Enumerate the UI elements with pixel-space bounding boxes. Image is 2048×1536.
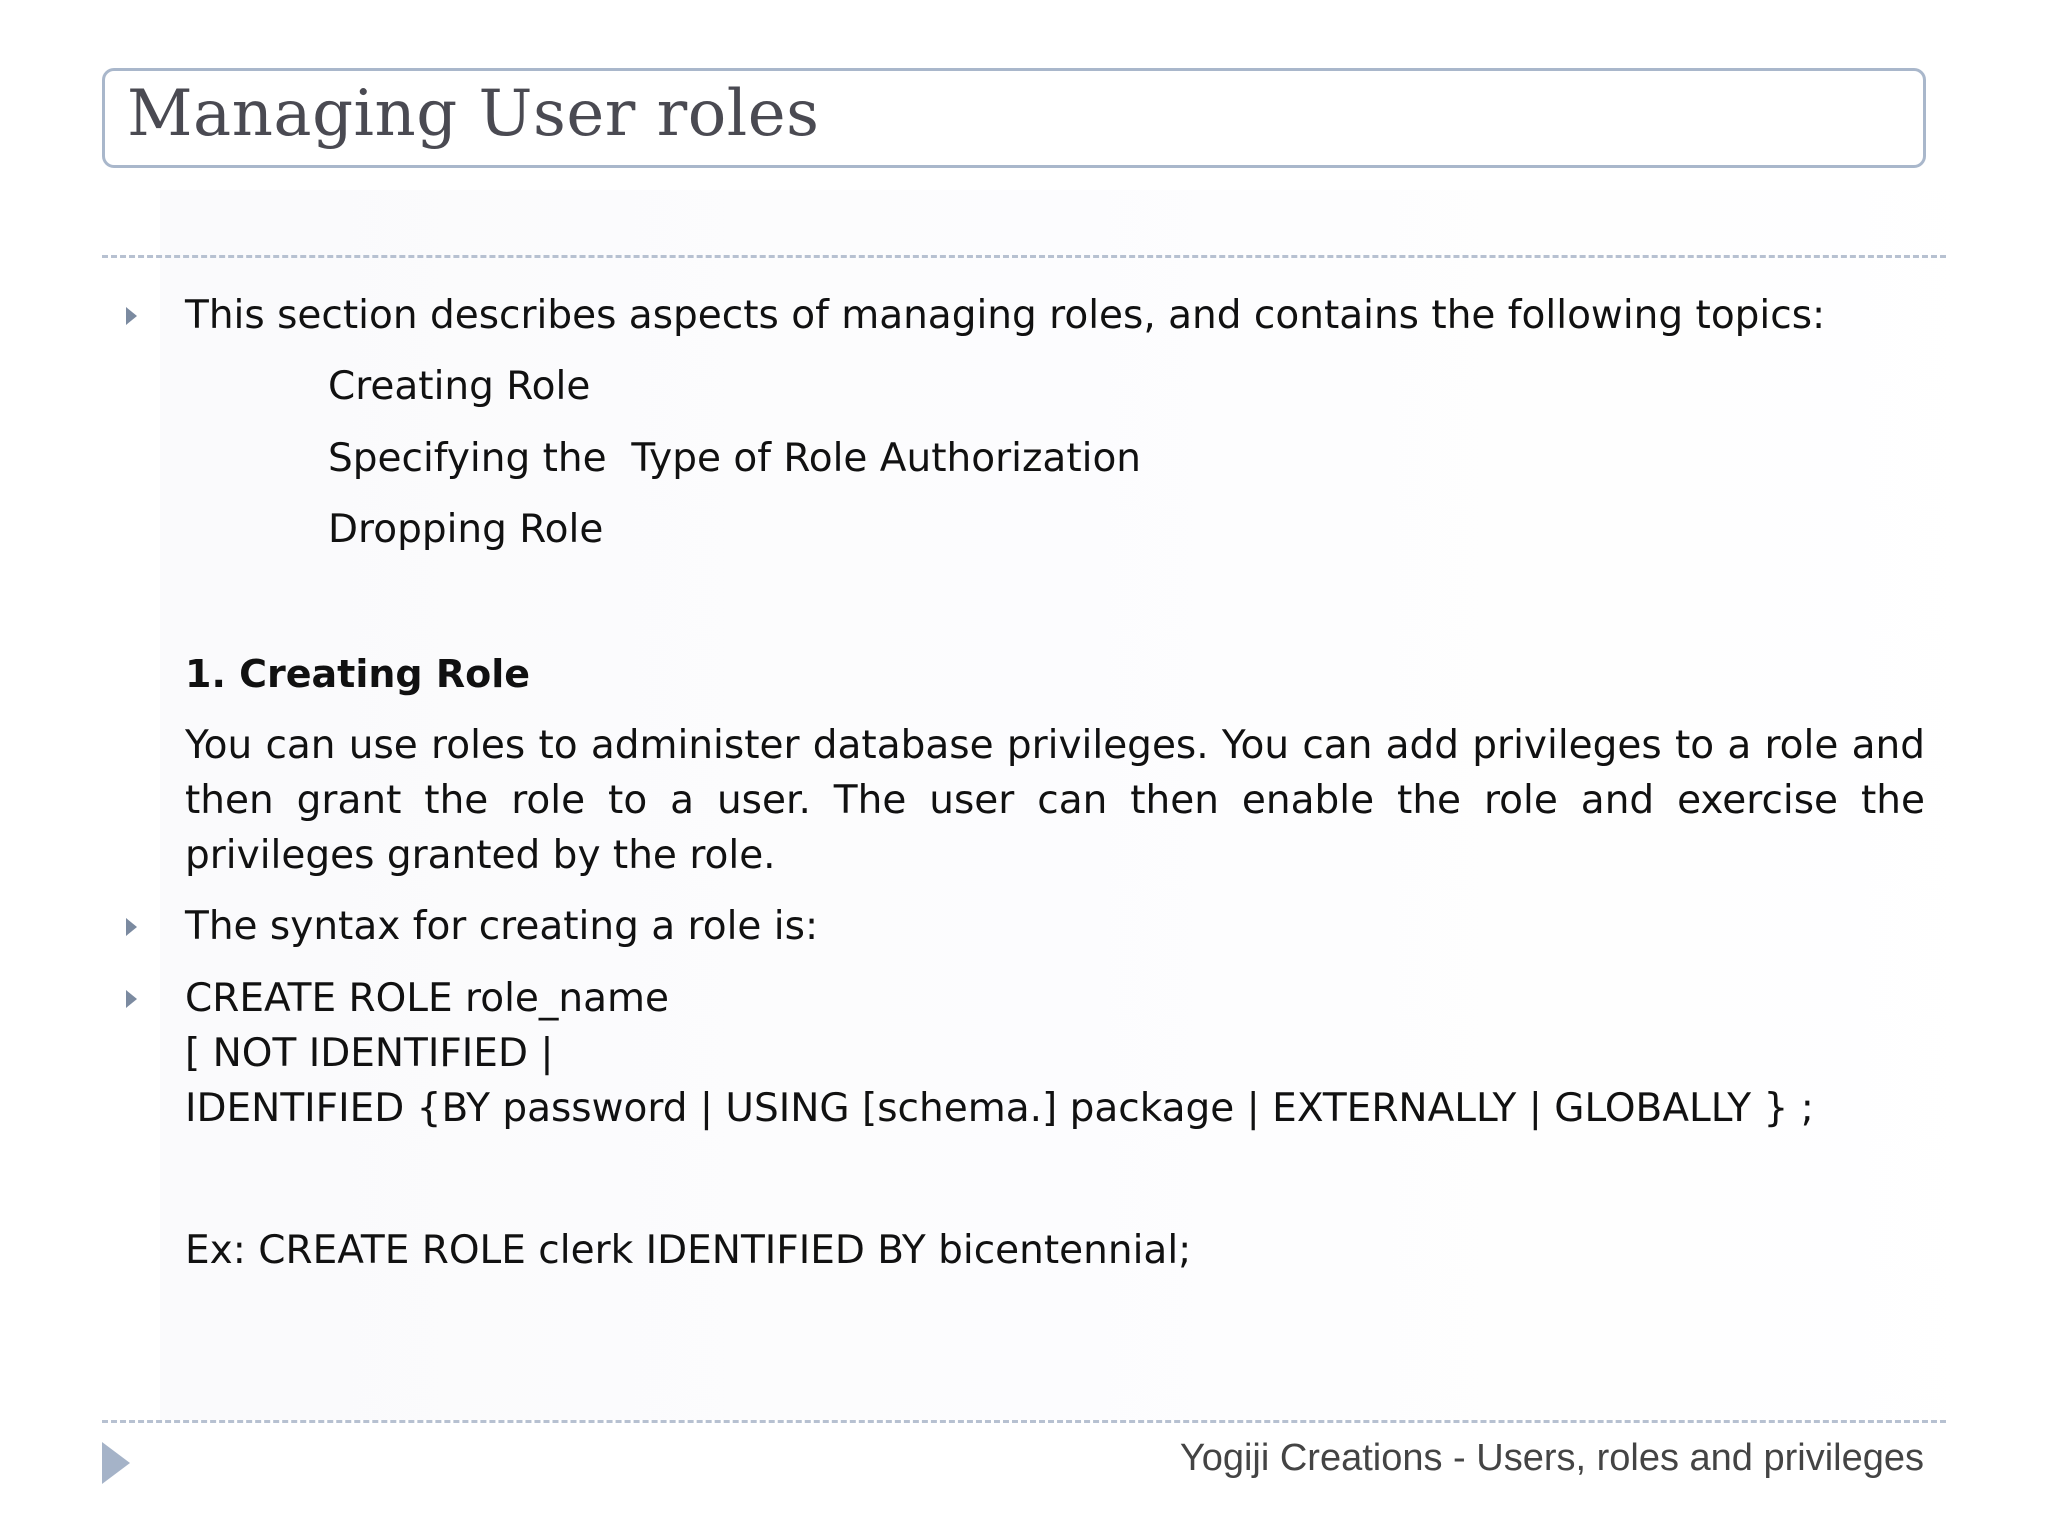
example-text: Ex: CREATE ROLE clerk IDENTIFIED BY bicentennial; bbox=[185, 1228, 1192, 1273]
intro-text: This section describes aspects of managing roles, and contains the following topics: bbox=[185, 293, 1826, 338]
topic-item: Specifying the Type of Role Authorization bbox=[328, 436, 1142, 481]
bullet-triangle-icon bbox=[126, 918, 137, 936]
section-paragraph: You can use roles to administer database privileges. You can add privileges to a role and then grant the role to a user. The user can then enable the role and exercise the privileges granted by the role. bbox=[185, 723, 1925, 878]
topic-item: Dropping Role bbox=[328, 507, 604, 552]
bullet-triangle-icon bbox=[126, 307, 137, 325]
section-heading: 1. Creating Role bbox=[185, 652, 530, 696]
syntax-intro: The syntax for creating a role is: bbox=[185, 904, 819, 949]
bottom-divider bbox=[102, 1420, 1946, 1423]
topic-item: Creating Role bbox=[328, 364, 591, 409]
top-divider bbox=[102, 255, 1946, 258]
syntax-line: IDENTIFIED {BY password | USING [schema.] package | EXTERNALLY | GLOBALLY } ; bbox=[185, 1086, 1814, 1131]
syntax-line: CREATE ROLE role_name bbox=[185, 976, 670, 1021]
footer-arrow-icon bbox=[102, 1442, 130, 1484]
bullet-triangle-icon bbox=[126, 990, 137, 1008]
syntax-line: [ NOT IDENTIFIED | bbox=[185, 1031, 554, 1076]
footer-text: Yogiji Creations - Users, roles and privileges bbox=[1179, 1437, 1924, 1479]
slide-title: Managing User roles bbox=[127, 77, 820, 151]
title-box bbox=[102, 68, 1926, 168]
